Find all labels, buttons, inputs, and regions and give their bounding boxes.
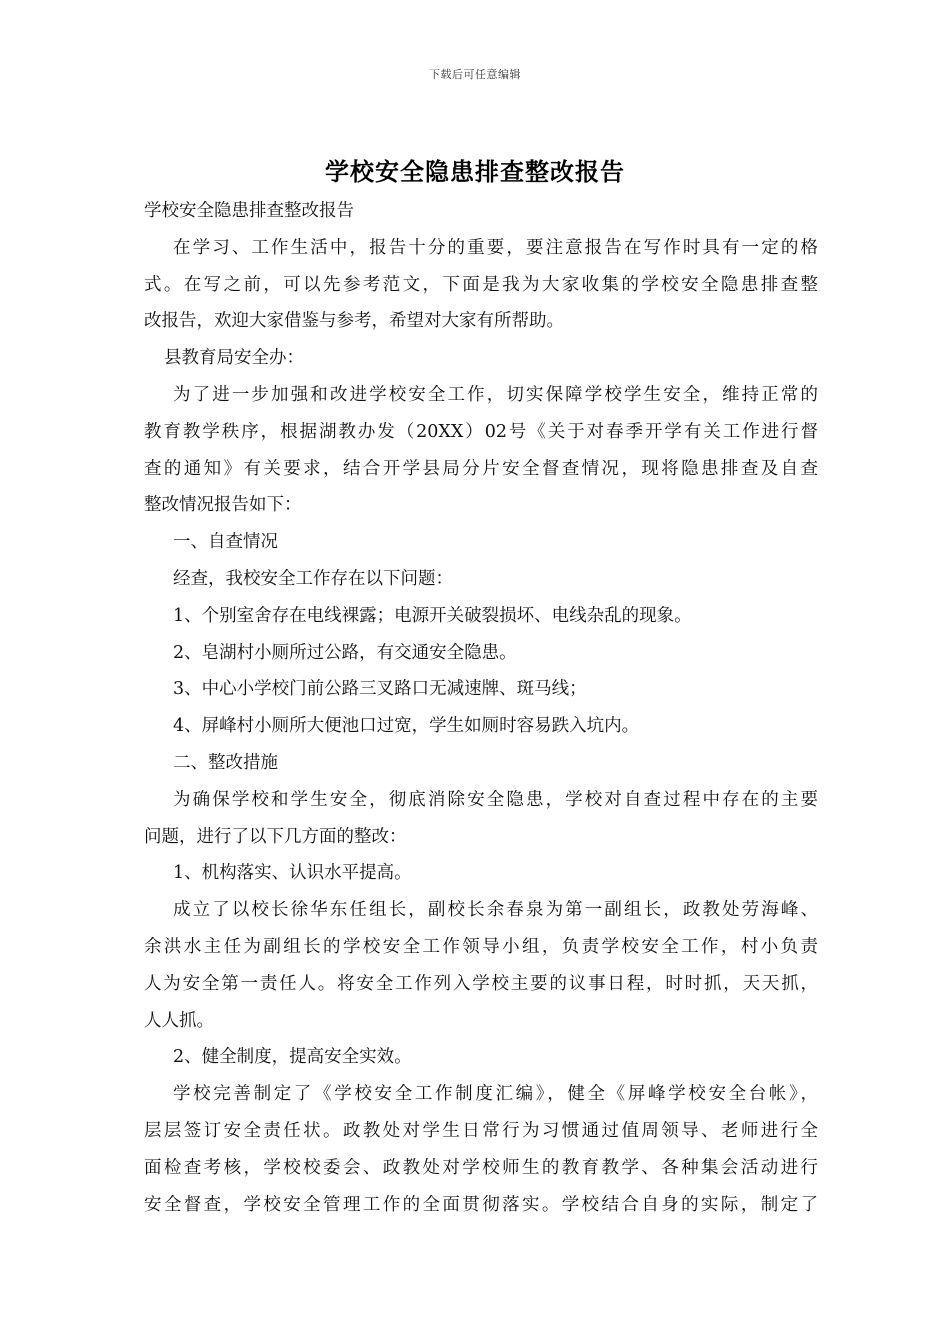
section-heading: 二、整改措施 xyxy=(173,752,278,773)
paragraph-line: 整改情况报告如下： xyxy=(144,495,302,516)
paragraph-line: 改报告，欢迎大家借鉴与参考，希望对大家有所帮助。 xyxy=(144,311,564,332)
paragraph-line: 安全督查，学校安全管理工作的全面贯彻落实。学校结合自身的实际，制定了 xyxy=(144,1194,818,1215)
paragraph-line: 人人抓。 xyxy=(144,1010,214,1031)
subsection-heading: 2、健全制度，提高安全实效。 xyxy=(173,1047,412,1068)
paragraph-line: 式。在写之前，可以先参考范文，下面是我为大家收集的学校安全隐患排查整 xyxy=(144,274,818,295)
header-note: 下载后可任意编辑 xyxy=(429,68,521,81)
salutation-line: 县教育局安全办： xyxy=(164,348,304,369)
list-item: 1、个别室舍存在电线裸露；电源开关破裂损坏、电线杂乱的现象。 xyxy=(173,605,692,626)
paragraph-line: 经查，我校安全工作存在以下问题： xyxy=(173,568,453,589)
paragraph-line: 面检查考核，学校校委会、政教处对学校师生的教育教学、各种集会活动进行 xyxy=(144,1157,818,1178)
paragraph-line: 教育教学秩序，根据湖教办发（20XX）02号《关于对春季开学有关工作进行督 xyxy=(144,421,818,442)
paragraph-line: 余洪水主任为副组长的学校安全工作领导小组，负责学校安全工作，村小负责 xyxy=(144,936,818,957)
section-heading: 一、自查情况 xyxy=(173,532,278,553)
paragraph-line: 成立了以校长徐华东任组长，副校长余春泉为第一副组长，政教处劳海峰、 xyxy=(173,900,818,921)
paragraph-line: 问题，进行了以下几方面的整改： xyxy=(144,826,407,847)
list-item: 4、屏峰村小厕所大便池口过宽，学生如厕时容易跌入坑内。 xyxy=(173,716,640,737)
subsection-heading: 1、机构落实、认识水平提高。 xyxy=(173,863,412,884)
paragraph-line: 在学习、工作生活中，报告十分的重要，要注意报告在写作时具有一定的格 xyxy=(173,237,818,258)
list-item: 3、中心小学校门前公路三叉路口无减速牌、斑马线； xyxy=(173,679,587,700)
document-body xyxy=(144,193,818,1223)
paragraph-line: 为确保学校和学生安全，彻底消除安全隐患，学校对自查过程中存在的主要 xyxy=(173,789,818,810)
paragraph-line: 人为安全第一责任人。将安全工作列入学校主要的议事日程，时时抓，天天抓， xyxy=(144,973,818,994)
document-title: 学校安全隐患排查整改报告 xyxy=(325,157,625,186)
paragraph-line: 层层签订安全责任状。政教处对学生日常行为习惯通过值周领导、老师进行全 xyxy=(144,1120,818,1141)
paragraph-line: 查的通知》有关要求，结合开学县局分片安全督查情况，现将隐患排查及自查 xyxy=(144,458,818,479)
paragraph-line: 为了进一步加强和改进学校安全工作，切实保障学校学生安全，维持正常的 xyxy=(173,384,818,405)
paragraph-line: 学校完善制定了《学校安全工作制度汇编》，健全《屏峰学校安全台帐》， xyxy=(173,1084,818,1105)
subtitle-line: 学校安全隐患排查整改报告 xyxy=(144,201,354,221)
list-item: 2、皂湖村小厕所过公路，有交通安全隐患。 xyxy=(173,642,517,663)
